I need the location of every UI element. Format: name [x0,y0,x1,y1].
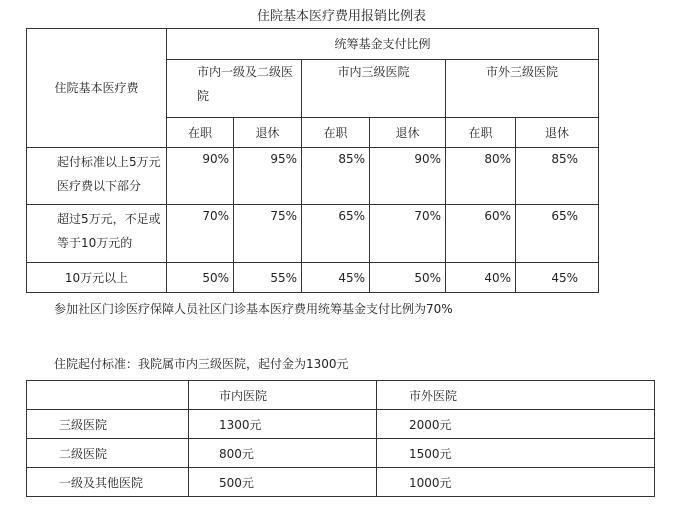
hospital-grade-label: 一级及其他医院 [27,468,189,497]
hospital-grade-label: 三级医院 [27,410,189,439]
status-header: 退休 [516,118,599,148]
threshold-cell: 1000元 [377,468,655,497]
status-header: 在职 [302,118,370,148]
ratio-cell: 95% [234,148,302,205]
hospital-level-header: 市内一级及二级医院 [167,60,302,118]
header-cell [27,381,189,410]
status-header: 退休 [234,118,302,148]
hospital-grade-label: 二级医院 [27,439,189,468]
header-cell: 市内医院 [189,381,377,410]
ratio-cell: 65% [302,205,370,263]
ratio-cell: 80% [446,148,516,205]
ratio-cell: 55% [234,263,302,293]
ratio-cell: 70% [167,205,234,263]
status-header: 在职 [446,118,516,148]
threshold-cell: 1300元 [189,410,377,439]
ratio-cell: 40% [446,263,516,293]
threshold-cell: 500元 [189,468,377,497]
threshold-table [26,380,655,497]
ratio-cell: 90% [167,148,234,205]
ratio-cell: 45% [302,263,370,293]
threshold-note: 住院起付标准：我院属市内三级医院，起付金为1300元 [54,357,349,371]
row-label: 超过5万元，不足或等于10万元的 [27,205,167,263]
ratio-cell: 70% [370,205,446,263]
ratio-cell: 50% [370,263,446,293]
reimbursement-ratio-table [26,28,599,293]
group-header: 统筹基金支付比例 [167,29,599,60]
ratio-cell: 90% [370,148,446,205]
hospital-level-header: 市内三级医院 [302,60,446,118]
ratio-cell: 75% [234,205,302,263]
row-label: 起付标准以上5万元医疗费以下部分 [27,148,167,205]
ratio-cell: 50% [167,263,234,293]
ratio-cell: 60% [446,205,516,263]
status-header: 退休 [370,118,446,148]
row-header: 住院基本医疗费 [27,29,167,148]
ratio-cell: 65% [516,205,599,263]
ratio-cell: 85% [302,148,370,205]
ratio-cell: 45% [516,263,599,293]
table-title: 住院基本医疗费用报销比例表 [256,9,426,24]
status-header: 在职 [167,118,234,148]
ratio-cell: 85% [516,148,599,205]
row-label: 10万元以上 [27,263,167,293]
threshold-cell: 800元 [189,439,377,468]
threshold-cell: 1500元 [377,439,655,468]
header-cell: 市外医院 [377,381,655,410]
threshold-cell: 2000元 [377,410,655,439]
hospital-level-header: 市外三级医院 [446,60,599,118]
community-clinic-note: 参加社区门诊医疗保障人员社区门诊基本医疗费用统筹基金支付比例为70% [54,302,453,316]
